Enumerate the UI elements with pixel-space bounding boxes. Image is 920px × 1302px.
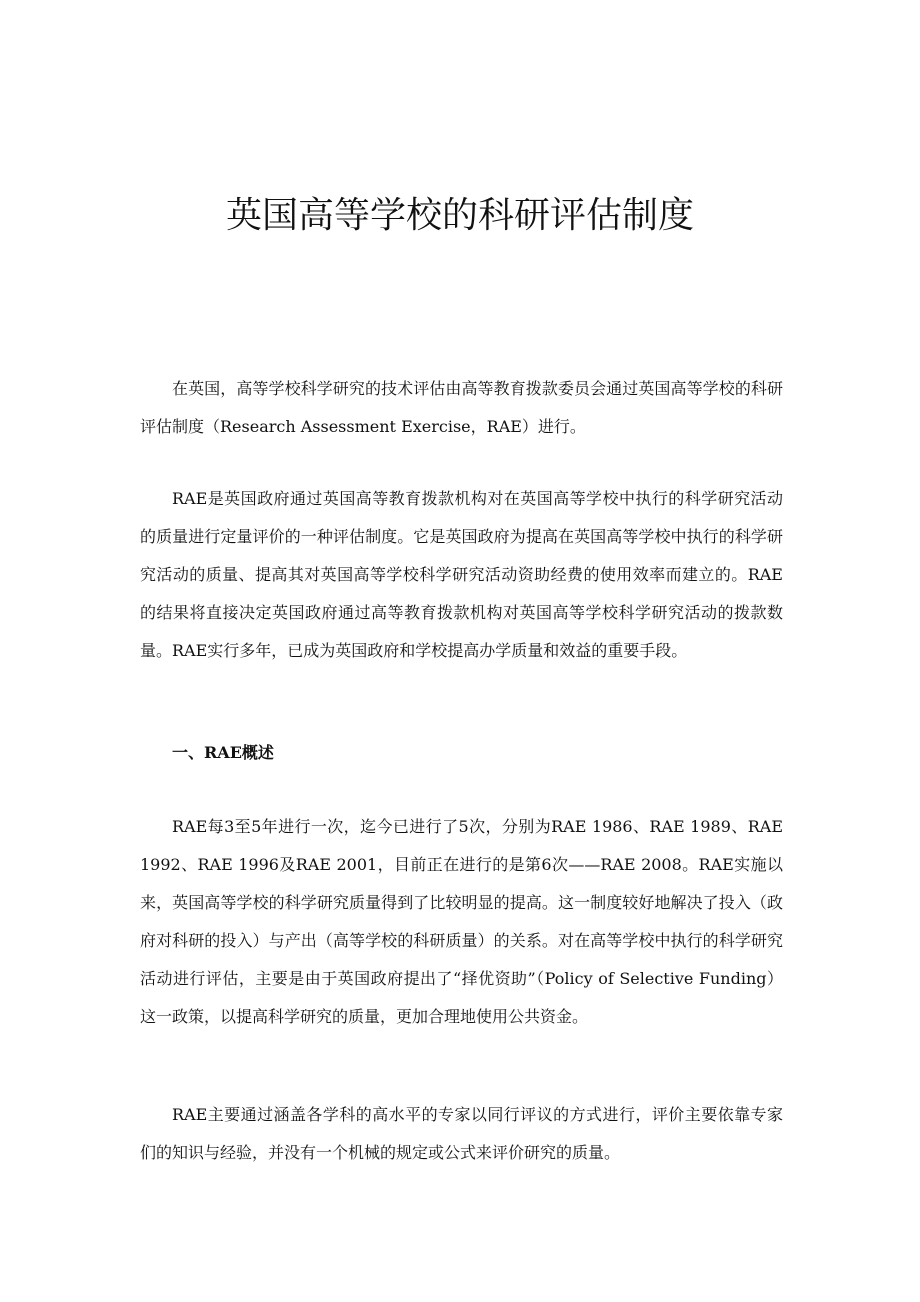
intro-paragraph-2: RAE是英国政府通过英国高等教育拨款机构对在英国高等学校中执行的科学研究活动的质量进行定量评价的一种评估制度。它是英国政府为提高在英国高等学校中执行的科学研究活动的质量、提高其对英国高等学校科学研究活动资助经费的使用效率而建立的。RAE的结果将直接决定英国政府通过高等教育拨款机构对英国高等学校科学研究活动的拨款数量。RAE实行多年，已成为英国政府和学校提高办学质量和效益的重要手段。: [140, 489, 783, 660]
section-heading-overview: 一、RAE概述: [172, 743, 274, 762]
overview-paragraph-2: RAE主要通过涵盖各学科的高水平的专家以同行评议的方式进行，评价主要依靠专家们的知识与经验，并没有一个机械的规定或公式来评价研究的质量。: [140, 1105, 783, 1162]
document-title: 英国高等学校的科研评估制度: [225, 195, 694, 236]
overview-paragraph-1: RAE每3至5年进行一次，迄今已进行了5次，分别为RAE 1986、RAE 1989、RAE 1992、RAE 1996及RAE 2001，目前正在进行的是第6次——RAE 2008。RAE实施以来，英国高等学校的科学研究质量得到了比较明显的提高。这一制度较好地解决了投入（政府对科研的投入）与产出（高等学校的科研质量）的关系。对在高等学校中执行的科学研究活动进行评估，主要是由于英国政府提出了“择优资助”（Policy of Selective Funding）这一政策，以提高科学研究的质量，更加合理地使用公共资金。: [140, 817, 783, 1026]
intro-paragraph-1: 在英国，高等学校科学研究的技术评估由高等教育拨款委员会通过英国高等学校的科研评估制度（Research Assessment Exercise，RAE）进行。: [140, 379, 783, 436]
